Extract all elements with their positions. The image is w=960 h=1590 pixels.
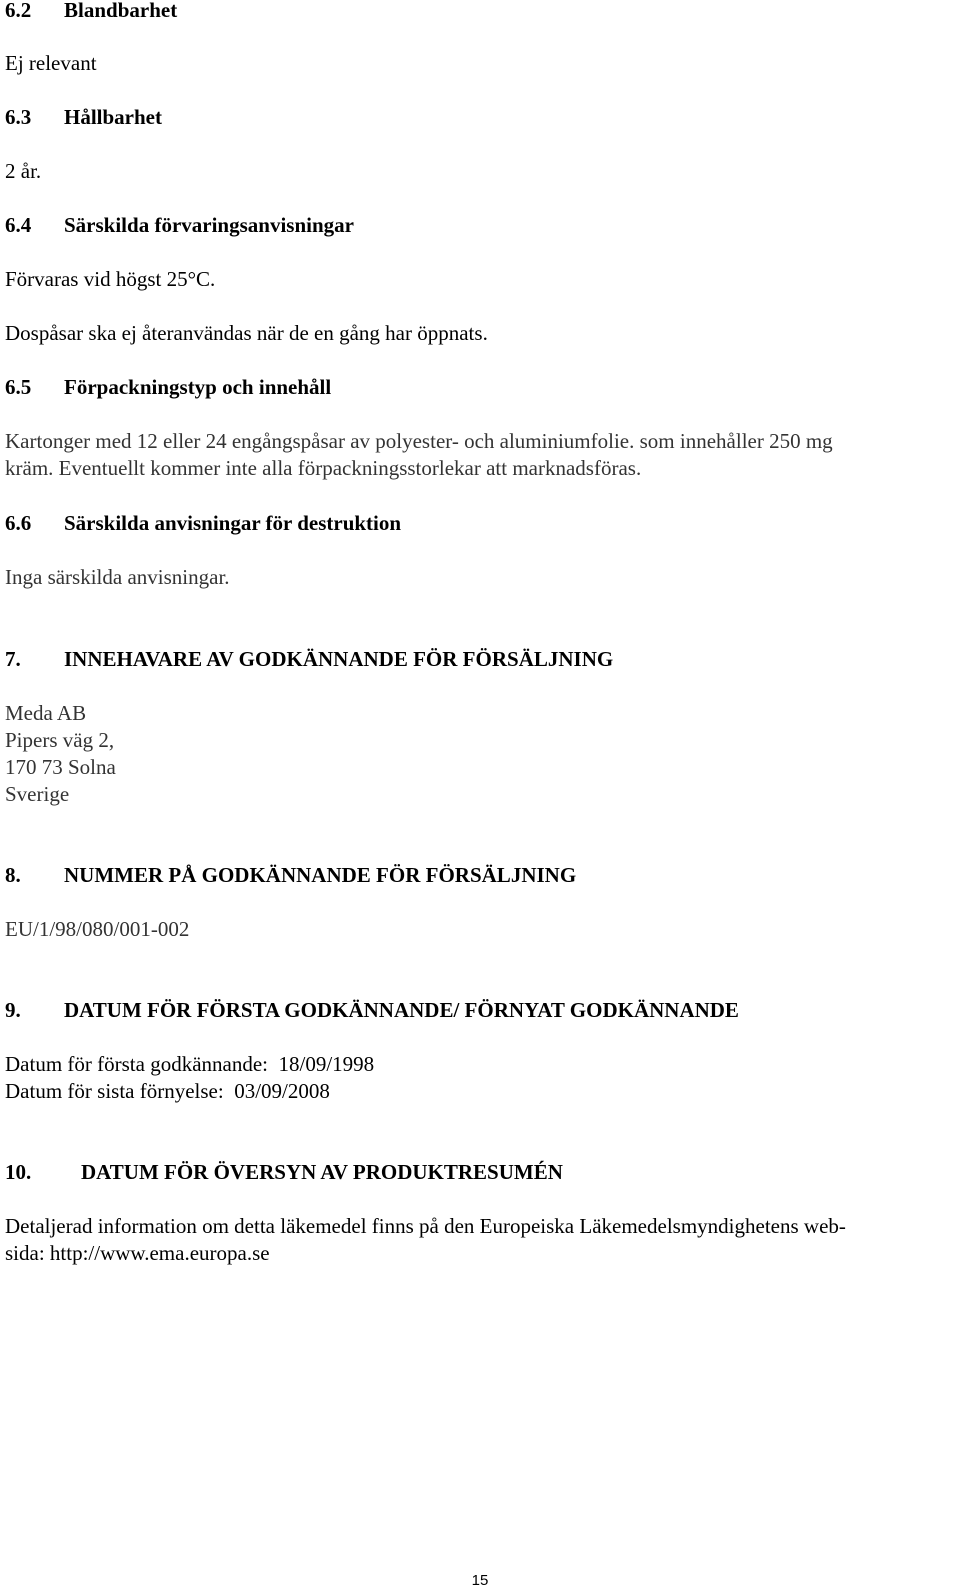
section-7-heading xyxy=(5,646,613,673)
section-6-2-heading xyxy=(5,0,177,24)
section-6-6-body: Inga särskilda anvisningar. xyxy=(5,565,230,589)
section-6-5-line: Kartonger med 12 eller 24 engångspåsar av polyester- och aluminiumfolie. som innehåller 250 mg xyxy=(5,429,833,453)
section-number: 6.6 xyxy=(5,511,32,535)
section-9-line: Datum för första godkännande: 18/09/1998 xyxy=(5,1052,375,1076)
section-9-line: Datum för sista förnyelse: 03/09/2008 xyxy=(5,1079,330,1103)
section-title: Blandbarhet xyxy=(64,0,178,22)
section-title: DATUM FÖR ÖVERSYN AV PRODUKTRESUMÉN xyxy=(81,1160,563,1184)
section-title: INNEHAVARE AV GODKÄNNANDE FÖR FÖRSÄLJNING xyxy=(64,647,614,671)
holder-line: Pipers väg 2, xyxy=(5,728,115,752)
holder-line: Meda AB xyxy=(5,701,87,725)
section-9-heading xyxy=(5,997,739,1024)
section-title: NUMMER PÅ GODKÄNNANDE FÖR FÖRSÄLJNING xyxy=(64,863,577,887)
section-number: 8. xyxy=(5,863,21,887)
section-6-6-heading xyxy=(5,510,401,537)
section-number: 6.2 xyxy=(5,0,32,22)
section-6-4-heading xyxy=(5,212,354,239)
section-title: DATUM FÖR FÖRSTA GODKÄNNANDE/ FÖRNYAT GODKÄNNANDE xyxy=(64,998,739,1022)
section-6-5-heading xyxy=(5,374,331,401)
holder-line: Sverige xyxy=(5,782,70,806)
section-number: 9. xyxy=(5,998,21,1022)
section-10-line: Detaljerad information om detta läkemedel finns på den Europeiska Läkemedelsmyndighetens web- xyxy=(5,1214,846,1238)
section-10-heading xyxy=(5,1159,563,1186)
section-title: Särskilda anvisningar för destruktion xyxy=(64,511,402,535)
section-title: Särskilda förvaringsanvisningar xyxy=(64,213,354,237)
section-title: Hållbarhet xyxy=(64,105,162,129)
holder-line: 170 73 Solna xyxy=(5,755,116,779)
section-10-line: sida: http://www.ema.europa.se xyxy=(5,1241,270,1265)
page-number: 15 xyxy=(471,1572,489,1589)
section-6-2-body: Ej relevant xyxy=(5,51,97,75)
section-6-3-body: 2 år. xyxy=(5,159,42,183)
section-number: 6.3 xyxy=(5,105,32,129)
section-6-4-line: Förvaras vid högst 25°C. xyxy=(5,267,216,291)
section-6-4-line: Dospåsar ska ej återanvändas när de en gång har öppnats. xyxy=(5,321,488,345)
section-6-3-heading xyxy=(5,104,162,131)
section-number: 7. xyxy=(5,647,21,671)
section-number: 6.5 xyxy=(5,375,32,399)
section-number: 10. xyxy=(5,1160,32,1184)
section-8-body: EU/1/98/080/001-002 xyxy=(5,917,190,941)
section-number: 6.4 xyxy=(5,213,32,237)
section-title: Förpackningstyp och innehåll xyxy=(64,375,332,399)
section-8-heading xyxy=(5,862,576,889)
section-6-5-line: kräm. Eventuellt kommer inte alla förpackningsstorlekar att marknadsföras. xyxy=(5,456,642,480)
